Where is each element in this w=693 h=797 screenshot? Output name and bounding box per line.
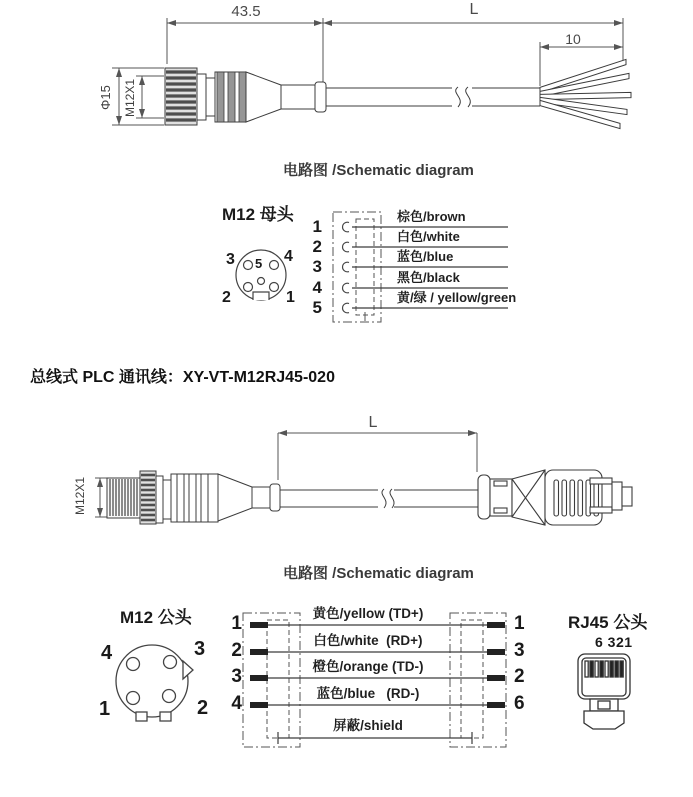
schematic2-left-pin: 2 (231, 640, 242, 661)
wire-label-blue: 蓝色/blue (397, 249, 454, 264)
face1-pin-2: 2 (222, 289, 231, 306)
wire-label-yellow-green: 黄/绿 / yellow/green (397, 290, 517, 305)
schematic1-pin-number: 4 (312, 278, 322, 297)
stripped-wires (540, 59, 631, 128)
face2-pin-3: 3 (194, 638, 206, 660)
cable1-dim-10: 10 (565, 31, 581, 47)
face1-pin-1: 1 (286, 289, 295, 306)
schematic2-right-pin: 6 (514, 693, 525, 714)
rj45-pin-numbers-label: 6 321 (595, 634, 633, 650)
cable1-dim-phi15: Φ15 (98, 85, 113, 111)
cable2-dim-m12x1: M12X1 (73, 476, 87, 516)
cable-break-icon (382, 489, 386, 508)
schematic1-graphics (0, 195, 693, 340)
cable2-dim-L: L (368, 414, 378, 431)
m12-male-connector (107, 471, 280, 524)
face2-pin-1: 1 (99, 698, 111, 720)
knurl-stripes (166, 72, 196, 120)
wire-label-white-rd: 白色/white (RD+) (313, 633, 423, 648)
schematic2-heading: 电路图 /Schematic diagram (283, 565, 474, 582)
m12-male-label: M12 公头 (120, 608, 192, 627)
rj45-face-icon (578, 654, 630, 729)
schematic1-pin-number: 5 (312, 298, 322, 317)
rj45-male-label: RJ45 公头 (568, 613, 648, 632)
schematic1-pin-number: 2 (312, 237, 322, 256)
wire-label-brown: 棕色/brown (397, 209, 466, 224)
product-title: 总线式 PLC 通讯线：XY-VT-M12RJ45-020 (30, 369, 335, 386)
cable-break-icon (456, 87, 461, 107)
cable1-dim-43-5: 43.5 (231, 3, 261, 20)
wire-label-yellow-td: 黄色/yellow (TD+) (312, 606, 424, 621)
rj45-connector-drawing (478, 470, 632, 525)
m12-male-face-icon (116, 645, 193, 721)
schematic2-right-pin: 3 (514, 640, 525, 661)
schematic2-left-pin: 3 (231, 666, 242, 687)
wire-label-blue-rd: 蓝色/blue (RD-) (316, 686, 420, 701)
wire-label-orange-td: 橙色/orange (TD-) (312, 659, 424, 674)
wire-label-shield: 屏蔽/shield (333, 718, 403, 733)
wire-label-white: 白色/white (397, 229, 460, 244)
cable2-drawing (0, 412, 693, 552)
m12-female-label: M12 母头 (222, 205, 294, 224)
face2-pin-4: 4 (101, 642, 113, 664)
schematic2-left-pin: 1 (231, 613, 242, 634)
face1-pin-4: 4 (284, 248, 293, 265)
schematic1-pin-number: 1 (312, 217, 322, 236)
schematic2-right-pin: 2 (514, 666, 525, 687)
face1-pin-5: 5 (255, 256, 263, 271)
cable1-dim-m12x1: M12X1 (123, 78, 137, 118)
wire-label-black: 黑色/black (397, 270, 460, 285)
schematic2-right-pin: 1 (514, 613, 525, 634)
m12-female-connector (165, 68, 326, 125)
cable1-dim-L: L (469, 1, 479, 18)
face2-pin-2: 2 (197, 697, 209, 719)
cable1-cable (326, 87, 540, 107)
schematic1-pin-number: 3 (312, 257, 322, 276)
cable2-cable (280, 489, 480, 508)
schematic2-left-pin: 4 (231, 693, 242, 714)
schematic1-pin-hooks (343, 222, 349, 313)
schematic1-heading: 电路图 /Schematic diagram (283, 162, 474, 179)
face1-pin-3: 3 (226, 251, 235, 268)
